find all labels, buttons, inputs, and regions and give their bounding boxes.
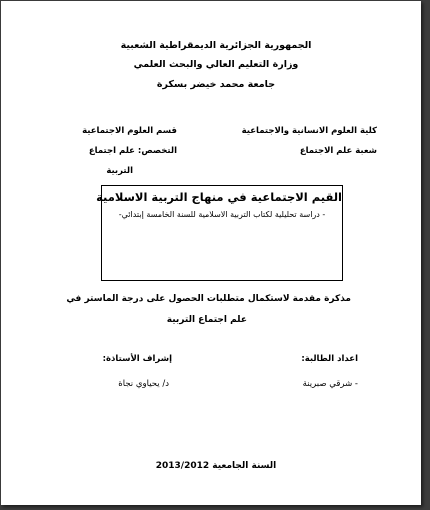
academic-year: السنة الجامعية 2013/2012	[155, 461, 277, 471]
branch-name: شعبة علم الاجتماع	[299, 146, 377, 156]
submission-line-2: علم اجتماع التربية	[166, 315, 247, 325]
department-name: قسم العلوم الاجتماعية	[82, 126, 177, 136]
thesis-title: القيم الاجتماعية في منهاج التربية الاسلامية	[96, 190, 342, 204]
thesis-subtitle: - دراسة تحليلية لكتاب التربية الاسلامية للسنة الخامسة إبتدائي-	[118, 210, 326, 219]
student-name: - شرقي صبرينة	[302, 379, 358, 389]
specialty-label: التخصص: علم اجتماع	[88, 146, 177, 156]
submission-line-1: مذكرة مقدمة لاستكمال متطلبات الحصول على درجة الماستر في	[66, 294, 351, 304]
title-box	[96, 185, 343, 281]
supervisor-name: د/ يحياوي نجاة	[118, 379, 169, 389]
university-name: جامعة محمد خيضر بسكرة	[156, 79, 276, 90]
supervisor-label: إشراف الأستاذة:	[102, 354, 172, 364]
faculty-name: كلية العلوم الانسانية والاجتماعية	[241, 126, 377, 136]
republic-name: الجمهورية الجزائرية الديمقراطية الشعبية	[120, 40, 312, 51]
specialty-continuation: التربية	[106, 166, 133, 176]
ministry-name: وزارة التعليم العالي والبحث العلمي	[133, 59, 299, 70]
document-page	[1, 1, 421, 505]
student-label: اعداد الطالبة:	[301, 354, 358, 364]
